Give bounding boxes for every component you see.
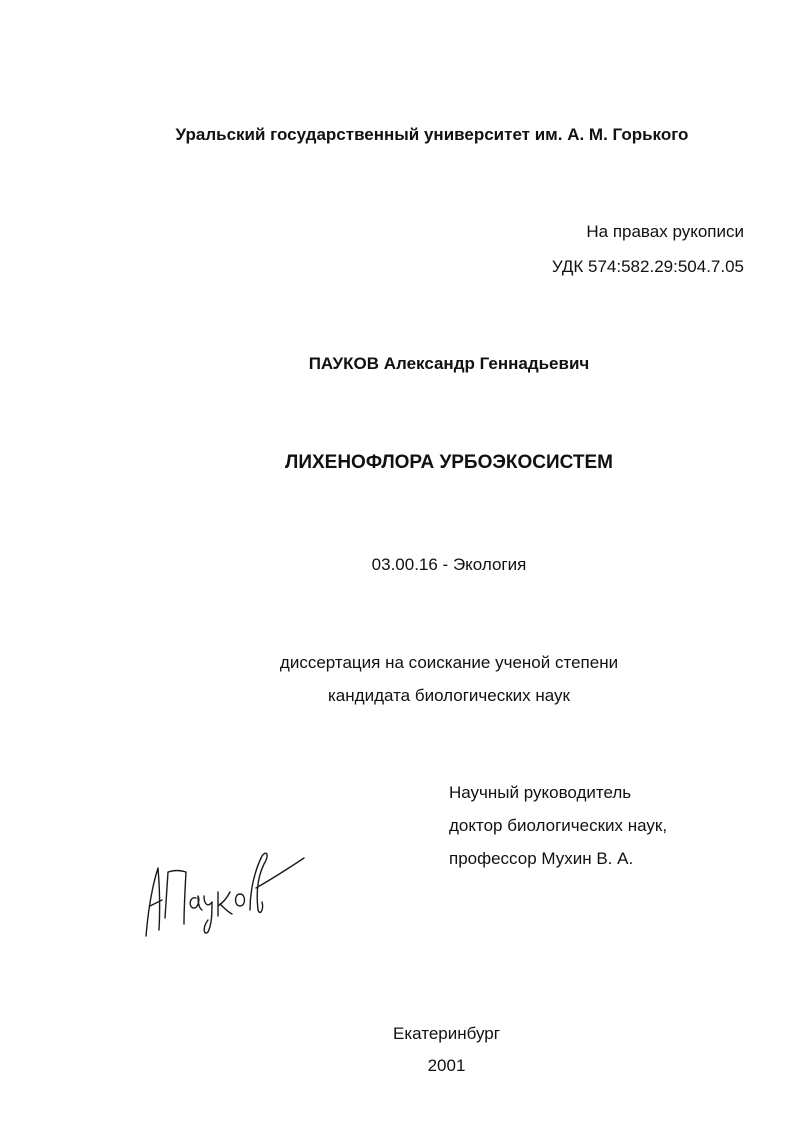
city: Екатеринбург — [393, 1024, 500, 1043]
supervisor-name: профессор Мухин В. А. — [449, 849, 634, 868]
supervisor-degree: доктор биологических наук, — [449, 816, 668, 835]
specialty-code: 03.00.16 - Экология — [371, 555, 527, 574]
supervisor-title: Научный руководитель — [449, 783, 632, 802]
year: 2001 — [427, 1056, 466, 1075]
degree-line-2: кандидата биологических наук — [328, 686, 570, 705]
udk-code: УДК 574:582.29:504.7.05 — [551, 257, 744, 276]
thesis-title: ЛИХЕНОФЛОРА УРБОЭКОСИСТЕМ — [285, 452, 613, 473]
author-name: ПАУКОВ Александр Геннадьевич — [308, 354, 590, 373]
signature-icon — [138, 832, 308, 942]
manuscript-note: На правах рукописи — [586, 222, 744, 241]
university-name: Уральский государственный университет им. А. М. Горького — [175, 125, 689, 144]
degree-line-1: диссертация на соискание ученой степени — [279, 653, 619, 672]
